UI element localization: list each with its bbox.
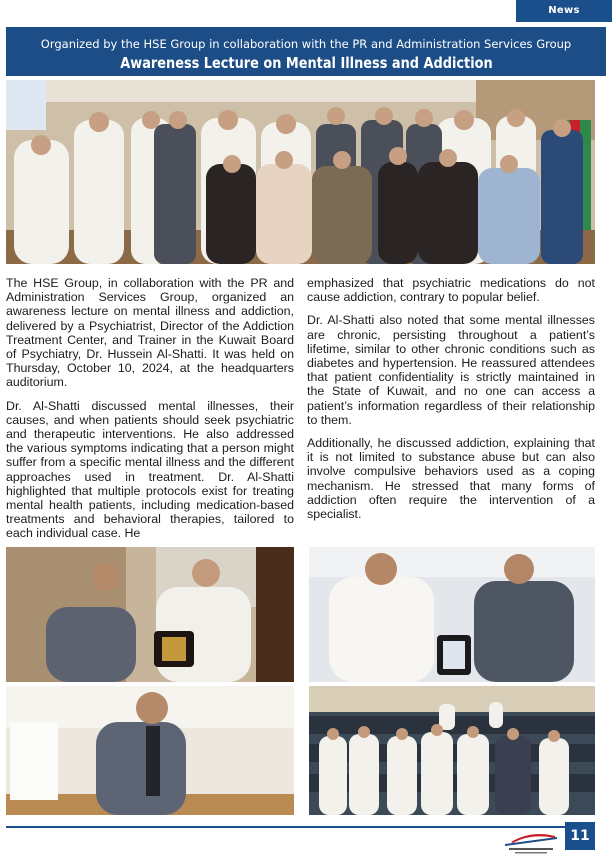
page-number: 11 <box>565 822 595 850</box>
footer-rule <box>6 826 566 828</box>
paragraph: Dr. Al-Shatti also noted that some mental illnesses are chronic, persisting throughout a patient’s lifetime, similar to other chronic conditions such as diabetes and hypertension. He reassured attendees that patient confidentiality is strictly maintained in the State of Kuwait, and no one can access a patient’s information regardless of their relationship to them. <box>307 313 595 427</box>
section-tab-rule <box>516 20 612 22</box>
group-photo <box>6 80 595 264</box>
article-header <box>6 27 606 76</box>
photo-lecturer <box>6 686 294 815</box>
article-subtitle: Organized by the HSE Group in collaboration with the PR and Administration Services Group <box>40 37 572 51</box>
kuwait-oil-tanker-company-logo <box>501 828 561 856</box>
paragraph: Additionally, he discussed addiction, explaining that it is not limited to substance abuse but can also involve compulsive behaviors used as a coping mechanism. He stressed that many forms of addiction often require the intervention of a specialist. <box>307 436 595 522</box>
article-column-left <box>6 276 294 550</box>
article-title: Awareness Lecture on Mental Illness and Addiction <box>119 54 493 72</box>
paragraph: emphasized that psychiatric medications do not cause addiction, contrary to popular belief. <box>307 276 595 305</box>
paragraph: The HSE Group, in collaboration with the PR and Administration Services Group, organized an awareness lecture on mental illness and addiction, delivered by a Psychiatrist, Director of the Addiction Treatment Center, and Trainer in the Kuwait Board of Psychiatry, Dr. Hussein Al-Shatti. It was held on Thursday, October 10, 2024, at the headquarters auditorium. <box>6 276 294 390</box>
photo-award-presentation-2 <box>309 547 595 682</box>
photo-award-presentation-1 <box>6 547 294 682</box>
paragraph: Dr. Al-Shatti discussed mental illnesses, their causes, and when patients should seek psychiatric and therapeutic interventions. He also addressed the various symptoms indicating that a person might suffer from a specific mental illness and the different approaches used in treatment. Dr. Al-Shatti highlighted that multiple protocols exist for treating mental health patients, including medication-based treatments and behavioral therapies, tailored to each individual case. He <box>6 398 294 541</box>
article-column-right <box>307 276 595 530</box>
section-tab: News <box>516 0 612 20</box>
photo-audience <box>309 686 595 815</box>
